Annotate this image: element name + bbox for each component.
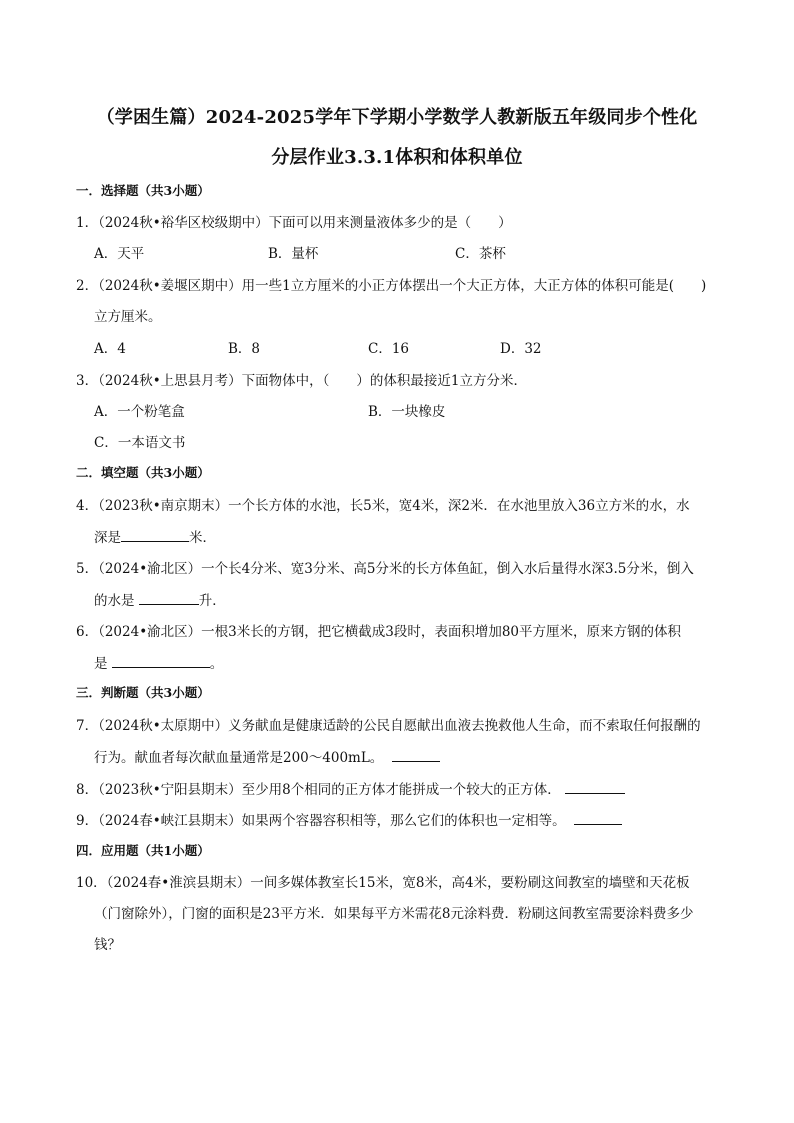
question-4-line-2	[94, 527, 216, 548]
q6-answer-blank[interactable]	[112, 653, 210, 668]
section-heading-fill: 二．填空题（共3小题）	[76, 465, 210, 480]
q5-text-before-blank: 的水是	[94, 593, 139, 609]
question-7-line-1: 7．（2024秋•太原期中）义务献血是健康适龄的公民自愿献出血液去挽救他人生命，而不索取任何报酬的	[76, 718, 701, 734]
question-10-line-1: 10．（2024春•淮滨县期末）一间多媒体教室长15米，宽8米，高4米，要粉刷这间教室的墙壁和天花板	[76, 875, 690, 891]
q4-answer-blank[interactable]	[121, 527, 189, 542]
q8-text: 8．（2023秋•宁阳县期末）至少用8个相同的正方体才能拼成一个较大的正方体．	[76, 782, 561, 798]
q6-text-before-blank: 是	[94, 656, 112, 672]
q9-answer-blank[interactable]	[574, 810, 622, 825]
q1-option-a: A．天平	[94, 246, 145, 262]
question-9	[76, 810, 724, 831]
q4-text-before-blank: 深是	[94, 530, 121, 546]
page-title-line-2: 分层作业3.3.1体积和体积单位	[271, 147, 523, 168]
q8-answer-blank[interactable]	[565, 779, 625, 794]
q2-option-d: D．32	[500, 341, 542, 357]
q1-option-c: C．茶杯	[455, 246, 506, 262]
q6-text-after-blank: 。	[209, 656, 224, 672]
page-title-line-1: （学困生篇）2024-2025学年下学期小学数学人教新版五年级同步个性化	[96, 107, 698, 128]
section-heading-application: 四．应用题（共1小题）	[76, 843, 210, 858]
q2-option-b: B．8	[228, 341, 261, 357]
section-heading-judge: 三．判断题（共3小题）	[76, 685, 210, 700]
question-2-line-1: 2．（2024秋•姜堰区期中）用一些1立方厘米的小正方体摆出一个大正方体，大正方体的体积可能是( )	[76, 278, 707, 294]
question-8	[76, 779, 724, 800]
question-5-line-1: 5．（2024•渝北区）一个长4分米、宽3分米、高5分米的长方体鱼缸，倒入水后量得水深3.5分米，倒入	[76, 561, 694, 577]
q5-answer-blank[interactable]	[139, 590, 199, 605]
q2-option-c: C．16	[368, 341, 410, 357]
question-6-line-1: 6．（2024•渝北区）一根3米长的方钢，把它横截成3段时，表面积增加80平方厘米，原来方钢的体积	[76, 624, 682, 640]
q4-text-after-blank: 米．	[189, 530, 216, 546]
question-4-line-1: 4．（2023秋•南京期末）一个长方体的水池，长5米，宽4米，深2米．在水池里放入36立方米的水，水	[76, 498, 690, 514]
question-5-line-2	[94, 590, 226, 611]
q3-option-a: A．一个粉笔盒	[94, 404, 185, 420]
q7-answer-blank[interactable]	[392, 747, 440, 762]
question-7-line-2	[94, 747, 440, 768]
section-heading-choice: 一．选择题（共3小题）	[76, 183, 210, 198]
q3-option-c: C．一本语文书	[94, 435, 186, 451]
question-10-line-3: 钱？	[94, 937, 121, 953]
question-1: 1．（2024秋•裕华区校级期中）下面可以用来测量液体多少的是（ ）	[76, 215, 512, 231]
question-10-line-2: （门窗除外），门窗的面积是23平方米．如果每平方米需花8元涂料费．粉刷这间教室需要涂料费多少	[94, 906, 694, 922]
q2-option-a: A．4	[94, 341, 126, 357]
question-3: 3．（2024秋•上思县月考）下面物体中，（ ）的体积最接近1立方分米．	[76, 373, 527, 389]
q7-text: 行为。献血者每次献血量通常是200～400mL。	[94, 750, 384, 766]
q3-option-b: B．一块橡皮	[368, 404, 446, 420]
q5-text-after-blank: 升．	[198, 593, 226, 609]
q9-text: 9．（2024春•峡江县期末）如果两个容器容积相等，那么它们的体积也一定相等。	[76, 813, 566, 829]
q1-option-b: B．量杯	[268, 246, 319, 262]
question-2-line-2: 立方厘米。	[94, 309, 162, 325]
question-6-line-2	[94, 653, 223, 674]
